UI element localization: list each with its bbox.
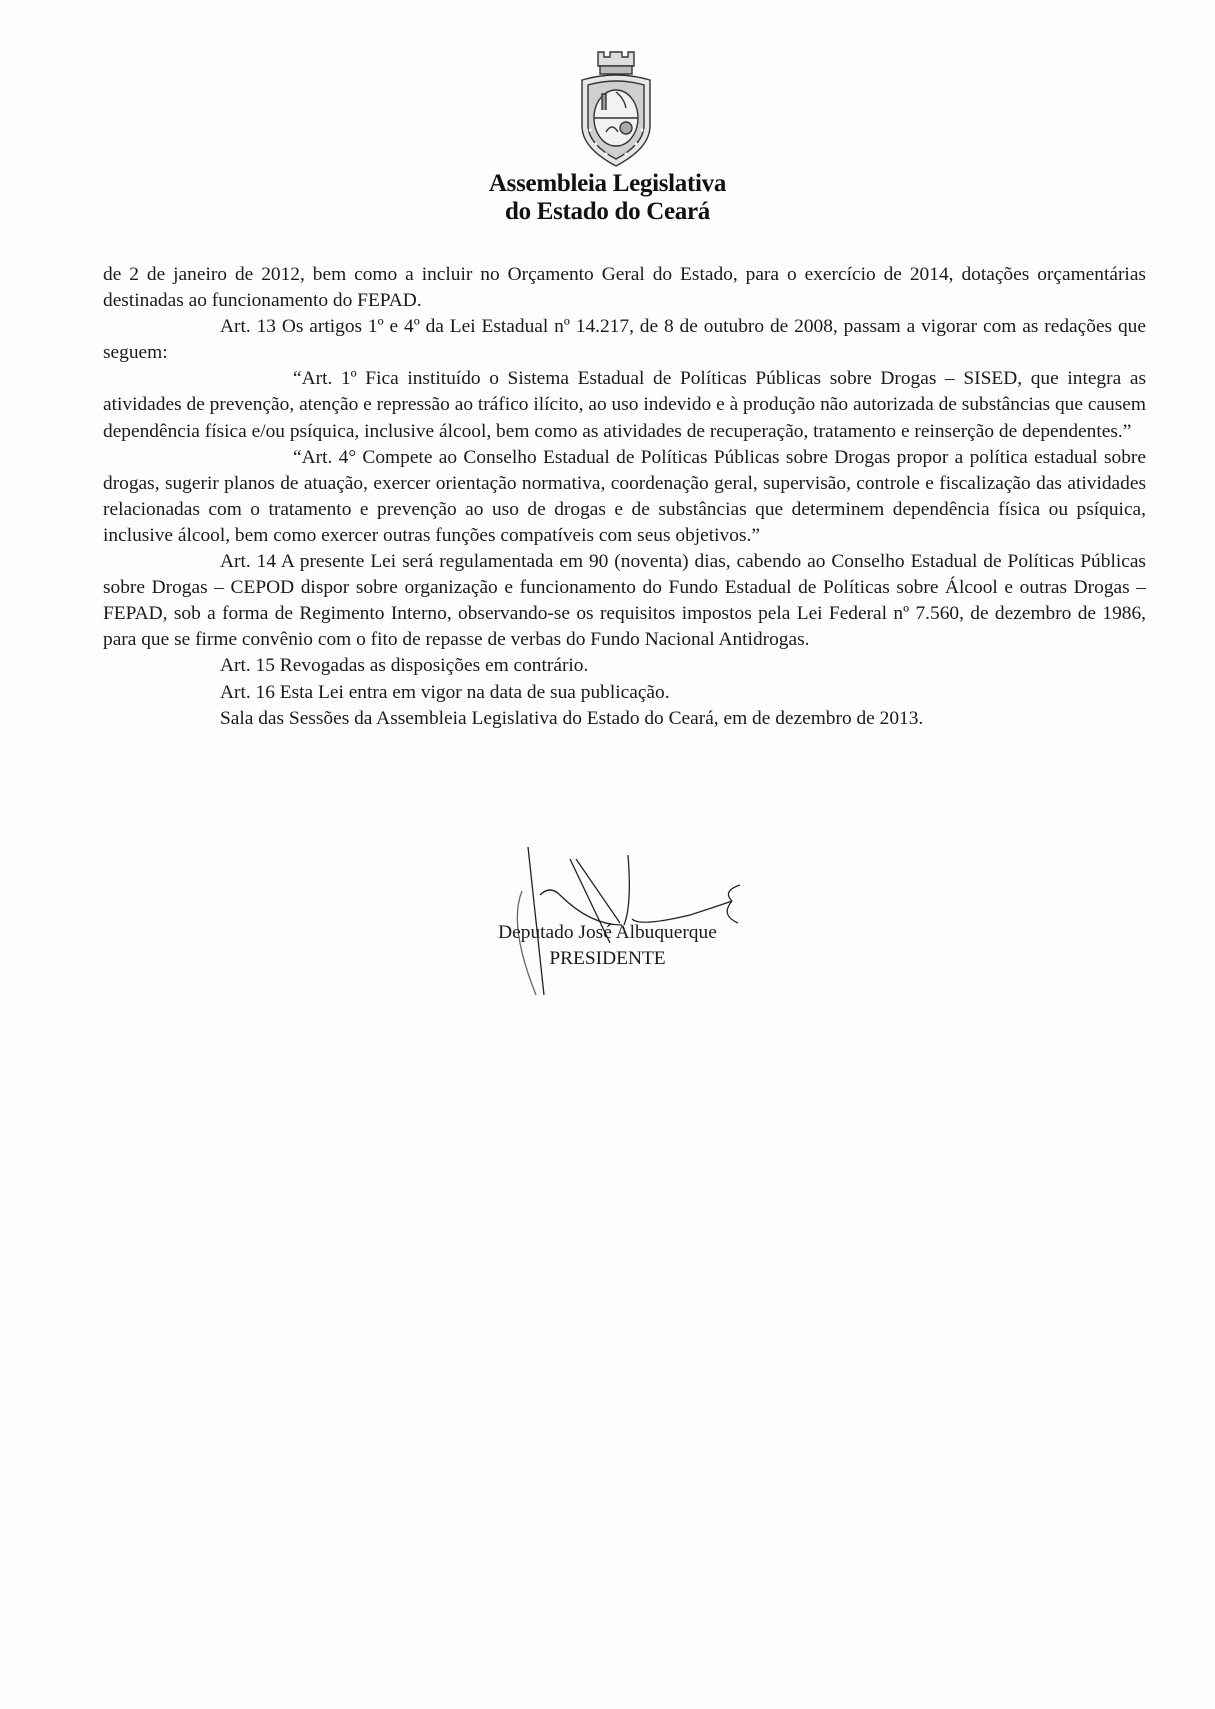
signatory-name: Deputado José Albuquerque — [498, 922, 717, 943]
quoted-article-1: “Art. 1º Fica instituído o Sistema Estadual de Políticas Públicas sobre Drogas – SISED, que integra as atividades de prevenção, atenção e repressão ao tráfico ilícito, ao uso indevido e à produção não autorizada de substâncias que causem dependência física e/ou psíquica, inclusive álcool, bem como as atividades de recuperação, tratamento e reinserção de dependentes.” — [103, 368, 1146, 442]
article-15: Art. 15 Revogadas as disposições em contrário. — [220, 655, 589, 677]
article-14: Art. 14 A presente Lei será regulamentada em 90 (noventa) dias, cabendo ao Conselho Estadual de Políticas Públicas sobre Drogas – CEPOD dispor sobre organização e funcionamento do Fundo Estadual de Políticas sobre Álcool e outras Drogas – FEPAD, sob a forma de Regimento Interno, observando-se os requisitos impostos pela Lei Federal nº 7.560, de dezembro de 1986, para que se firme convênio com o fito de repasse de verbas do Fundo Nacional Antidrogas. — [103, 551, 1146, 651]
session-hall-date-line: Sala das Sessões da Assembleia Legislativa do Estado do Ceará, em de dezembro de 2013. — [220, 707, 924, 729]
org-name-line1: Assembleia Legislativa — [488, 170, 727, 197]
article-16: Art. 16 Esta Lei entra em vigor na data de sua publicação. — [220, 681, 670, 703]
signatory-title: PRESIDENTE — [549, 948, 666, 969]
document-body — [103, 262, 1146, 732]
coat-of-arms-icon — [576, 48, 656, 170]
paragraph-continuation: de 2 de janeiro de 2012, bem como a incluir no Orçamento Geral do Estado, para o exercício de 2014, dotações orçamentárias destinadas ao funcionamento do FEPAD. — [103, 264, 1146, 312]
article-13: Art. 13 Os artigos 1º e 4º da Lei Estadual nº 14.217, de 8 de outubro de 2008, passam a vigorar com as redações que seguem: — [103, 316, 1146, 364]
quoted-article-4: “Art. 4° Compete ao Conselho Estadual de Políticas Públicas sobre Drogas propor a política estadual sobre drogas, sugerir planos de atuação, exercer orientação normativa, coordenação geral, supervisão, controle e fiscalização das atividades relacionadas com o tratamento e prevenção ao uso de drogas e de substâncias que determinem dependência física ou psíquica, inclusive álcool, bem como exercer outras funções compatíveis com seus objetivos.” — [103, 446, 1146, 546]
org-name-line2: do Estado do Ceará — [504, 198, 711, 225]
